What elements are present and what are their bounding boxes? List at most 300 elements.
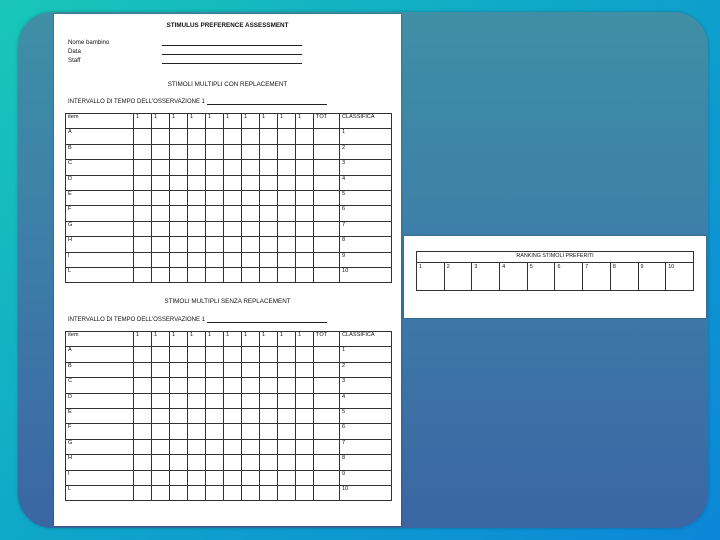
score-cell[interactable] (170, 221, 188, 236)
score-cell[interactable] (188, 455, 206, 470)
score-cell[interactable] (242, 378, 260, 393)
score-cell[interactable] (314, 221, 340, 236)
score-cell[interactable] (296, 470, 314, 485)
score-cell[interactable] (296, 237, 314, 252)
item-cell: H (66, 237, 134, 252)
score-cell[interactable] (170, 160, 188, 175)
score-cell[interactable] (152, 485, 170, 500)
column-header: 1 (260, 332, 278, 347)
score-cell[interactable] (134, 362, 152, 377)
score-cell[interactable] (278, 252, 296, 267)
score-cell[interactable] (296, 206, 314, 221)
score-cell[interactable] (206, 470, 224, 485)
score-cell[interactable] (206, 408, 224, 423)
score-cell[interactable] (134, 221, 152, 236)
score-cell[interactable] (206, 206, 224, 221)
score-cell[interactable] (170, 455, 188, 470)
column-header: 1 (152, 332, 170, 347)
score-cell[interactable] (188, 267, 206, 282)
ranking-position-cell[interactable]: 4 (500, 263, 528, 291)
score-cell[interactable] (206, 175, 224, 190)
score-cell[interactable] (170, 485, 188, 500)
score-cell[interactable] (242, 424, 260, 439)
ranking-position-cell[interactable]: 2 (444, 263, 472, 291)
score-cell[interactable] (314, 455, 340, 470)
score-cell[interactable] (152, 439, 170, 454)
score-cell[interactable] (170, 237, 188, 252)
column-header: item (66, 114, 134, 129)
item-cell: L (66, 485, 134, 500)
item-cell: L (66, 267, 134, 282)
score-cell[interactable] (314, 408, 340, 423)
score-cell[interactable] (224, 408, 242, 423)
table-row (66, 175, 392, 190)
score-cell[interactable] (170, 252, 188, 267)
column-header: 1 (170, 114, 188, 129)
score-cell[interactable] (242, 237, 260, 252)
column-header: 1 (224, 332, 242, 347)
score-cell[interactable] (152, 206, 170, 221)
score-cell[interactable] (296, 393, 314, 408)
score-cell[interactable] (188, 347, 206, 362)
score-cell[interactable] (314, 267, 340, 282)
score-cell[interactable] (224, 470, 242, 485)
score-cell[interactable] (278, 470, 296, 485)
score-cell[interactable] (260, 347, 278, 362)
score-cell[interactable] (134, 237, 152, 252)
item-cell: B (66, 144, 134, 159)
table-row (66, 439, 392, 454)
score-cell[interactable] (260, 267, 278, 282)
score-cell[interactable] (278, 237, 296, 252)
score-cell[interactable] (134, 378, 152, 393)
rank-cell: 10 (340, 485, 392, 500)
score-cell[interactable] (224, 206, 242, 221)
score-cell[interactable] (206, 129, 224, 144)
score-cell[interactable] (260, 424, 278, 439)
score-cell[interactable] (134, 144, 152, 159)
rank-cell: 2 (340, 144, 392, 159)
score-cell[interactable] (278, 160, 296, 175)
score-cell[interactable] (152, 455, 170, 470)
ranking-position-cell[interactable]: 9 (638, 263, 666, 291)
score-cell[interactable] (170, 439, 188, 454)
ranking-position-cell[interactable]: 1 (417, 263, 445, 291)
rank-cell: 1 (340, 347, 392, 362)
score-cell[interactable] (242, 267, 260, 282)
column-header: 1 (260, 114, 278, 129)
score-cell[interactable] (188, 237, 206, 252)
score-cell[interactable] (188, 439, 206, 454)
score-cell[interactable] (206, 439, 224, 454)
sheet-title: STIMULUS PREFERENCE ASSESSMENT (166, 22, 289, 29)
score-cell[interactable] (224, 424, 242, 439)
score-cell[interactable] (224, 485, 242, 500)
score-cell[interactable] (296, 439, 314, 454)
score-cell[interactable] (224, 439, 242, 454)
score-cell[interactable] (170, 129, 188, 144)
score-cell[interactable] (224, 190, 242, 205)
rank-cell: 3 (340, 160, 392, 175)
score-cell[interactable] (206, 267, 224, 282)
rank-cell: 8 (340, 237, 392, 252)
score-cell[interactable] (152, 378, 170, 393)
score-cell[interactable] (296, 267, 314, 282)
score-cell[interactable] (152, 470, 170, 485)
score-cell[interactable] (242, 160, 260, 175)
item-cell: I (66, 252, 134, 267)
score-cell[interactable] (242, 175, 260, 190)
score-cell[interactable] (188, 206, 206, 221)
item-cell: H (66, 455, 134, 470)
score-cell[interactable] (206, 424, 224, 439)
score-cell[interactable] (296, 347, 314, 362)
rank-cell: 5 (340, 190, 392, 205)
score-cell[interactable] (296, 175, 314, 190)
score-cell[interactable] (134, 455, 152, 470)
ranking-position-cell[interactable]: 10 (666, 263, 694, 291)
ranking-title: RANKING STIMOLI PREFERITI (417, 252, 694, 263)
score-cell[interactable] (314, 393, 340, 408)
ranking-position-cell[interactable]: 5 (527, 263, 555, 291)
score-cell[interactable] (260, 485, 278, 500)
score-cell[interactable] (296, 221, 314, 236)
score-cell[interactable] (242, 439, 260, 454)
score-cell[interactable] (152, 175, 170, 190)
score-cell[interactable] (188, 393, 206, 408)
score-cell[interactable] (188, 470, 206, 485)
rank-cell: 4 (340, 393, 392, 408)
table-row (66, 362, 392, 377)
score-cell[interactable] (170, 362, 188, 377)
rank-cell: 9 (340, 470, 392, 485)
score-cell[interactable] (170, 267, 188, 282)
score-cell[interactable] (242, 252, 260, 267)
score-cell[interactable] (224, 455, 242, 470)
score-cell[interactable] (224, 378, 242, 393)
score-cell[interactable] (134, 160, 152, 175)
table-row (66, 237, 392, 252)
score-cell[interactable] (152, 221, 170, 236)
score-cell[interactable] (170, 144, 188, 159)
score-cell[interactable] (260, 190, 278, 205)
score-cell[interactable] (278, 347, 296, 362)
score-cell[interactable] (260, 455, 278, 470)
table-row (66, 129, 392, 144)
interval-line (207, 98, 327, 105)
score-cell[interactable] (134, 470, 152, 485)
item-cell: A (66, 347, 134, 362)
table-row (66, 424, 392, 439)
column-header: 1 (170, 332, 188, 347)
score-cell[interactable] (188, 190, 206, 205)
score-cell[interactable] (188, 378, 206, 393)
score-cell[interactable] (170, 206, 188, 221)
score-cell[interactable] (188, 485, 206, 500)
score-cell[interactable] (260, 206, 278, 221)
score-cell[interactable] (242, 190, 260, 205)
ranking-position-cell[interactable]: 6 (555, 263, 583, 291)
table-row (66, 206, 392, 221)
without-replacement-table (65, 331, 392, 501)
score-cell[interactable] (314, 470, 340, 485)
score-cell[interactable] (152, 362, 170, 377)
interval-line (207, 316, 327, 323)
score-cell[interactable] (278, 455, 296, 470)
score-cell[interactable] (206, 347, 224, 362)
table-header-row (66, 332, 392, 347)
score-cell[interactable] (242, 393, 260, 408)
score-cell[interactable] (206, 221, 224, 236)
score-cell[interactable] (206, 393, 224, 408)
ranking-position-cell[interactable]: 8 (610, 263, 638, 291)
score-cell[interactable] (152, 237, 170, 252)
rank-cell: 1 (340, 129, 392, 144)
score-cell[interactable] (296, 144, 314, 159)
table-row (66, 252, 392, 267)
item-cell: D (66, 393, 134, 408)
score-cell[interactable] (278, 424, 296, 439)
score-cell[interactable] (134, 267, 152, 282)
score-cell[interactable] (224, 175, 242, 190)
score-cell[interactable] (170, 347, 188, 362)
score-cell[interactable] (188, 175, 206, 190)
score-cell[interactable] (260, 470, 278, 485)
score-cell[interactable] (134, 206, 152, 221)
score-cell[interactable] (278, 267, 296, 282)
score-cell[interactable] (134, 485, 152, 500)
score-cell[interactable] (170, 175, 188, 190)
field-line (162, 38, 302, 46)
score-cell[interactable] (206, 362, 224, 377)
ranking-table (416, 251, 694, 291)
score-cell[interactable] (152, 144, 170, 159)
score-cell[interactable] (206, 237, 224, 252)
score-cell[interactable] (134, 439, 152, 454)
score-cell[interactable] (224, 267, 242, 282)
score-cell[interactable] (296, 424, 314, 439)
score-cell[interactable] (170, 408, 188, 423)
score-cell[interactable] (152, 252, 170, 267)
score-cell[interactable] (224, 129, 242, 144)
score-cell[interactable] (314, 175, 340, 190)
score-cell[interactable] (188, 144, 206, 159)
column-header: 1 (152, 114, 170, 129)
score-cell[interactable] (278, 144, 296, 159)
score-cell[interactable] (278, 378, 296, 393)
score-cell[interactable] (134, 190, 152, 205)
score-cell[interactable] (242, 221, 260, 236)
field-row-date (68, 47, 302, 56)
score-cell[interactable] (278, 408, 296, 423)
score-cell[interactable] (188, 362, 206, 377)
score-cell[interactable] (188, 252, 206, 267)
score-cell[interactable] (296, 378, 314, 393)
score-cell[interactable] (260, 160, 278, 175)
score-cell[interactable] (278, 175, 296, 190)
score-cell[interactable] (188, 221, 206, 236)
column-header: 1 (206, 332, 224, 347)
score-cell[interactable] (170, 470, 188, 485)
score-cell[interactable] (134, 129, 152, 144)
column-header: 1 (206, 114, 224, 129)
column-header: item (66, 332, 134, 347)
column-header: 1 (134, 114, 152, 129)
score-cell[interactable] (314, 160, 340, 175)
score-cell[interactable] (224, 144, 242, 159)
score-cell[interactable] (314, 378, 340, 393)
score-cell[interactable] (278, 393, 296, 408)
score-cell[interactable] (206, 252, 224, 267)
score-cell[interactable] (314, 362, 340, 377)
score-cell[interactable] (188, 160, 206, 175)
score-cell[interactable] (278, 206, 296, 221)
score-cell[interactable] (152, 408, 170, 423)
item-cell: C (66, 160, 134, 175)
score-cell[interactable] (260, 129, 278, 144)
score-cell[interactable] (152, 347, 170, 362)
column-header: 1 (278, 332, 296, 347)
score-cell[interactable] (152, 267, 170, 282)
item-cell: F (66, 424, 134, 439)
score-cell[interactable] (170, 378, 188, 393)
score-cell[interactable] (296, 362, 314, 377)
score-cell[interactable] (134, 424, 152, 439)
score-cell[interactable] (134, 408, 152, 423)
score-cell[interactable] (314, 237, 340, 252)
score-cell[interactable] (296, 190, 314, 205)
score-cell[interactable] (314, 347, 340, 362)
rank-cell: 10 (340, 267, 392, 282)
score-cell[interactable] (242, 408, 260, 423)
score-cell[interactable] (188, 129, 206, 144)
score-cell[interactable] (206, 485, 224, 500)
section-title-without-replacement: STIMOLI MULTIPLI SENZA REPLACEMENT (164, 298, 291, 305)
score-cell[interactable] (152, 190, 170, 205)
score-cell[interactable] (134, 175, 152, 190)
score-cell[interactable] (314, 424, 340, 439)
score-cell[interactable] (134, 252, 152, 267)
table-row (66, 267, 392, 282)
column-header: 1 (278, 114, 296, 129)
score-cell[interactable] (278, 221, 296, 236)
rank-cell: 6 (340, 206, 392, 221)
score-cell[interactable] (170, 424, 188, 439)
score-cell[interactable] (260, 237, 278, 252)
score-cell[interactable] (242, 129, 260, 144)
rank-cell: 7 (340, 439, 392, 454)
score-cell[interactable] (242, 485, 260, 500)
ranking-title-row (417, 252, 694, 263)
score-cell[interactable] (242, 347, 260, 362)
score-cell[interactable] (260, 408, 278, 423)
interval-label (68, 98, 327, 105)
score-cell[interactable] (296, 485, 314, 500)
score-cell[interactable] (224, 160, 242, 175)
score-cell[interactable] (314, 129, 340, 144)
score-cell[interactable] (152, 393, 170, 408)
score-cell[interactable] (260, 144, 278, 159)
table-row (66, 144, 392, 159)
score-cell[interactable] (278, 485, 296, 500)
score-cell[interactable] (314, 206, 340, 221)
score-cell[interactable] (260, 221, 278, 236)
score-cell[interactable] (296, 129, 314, 144)
score-cell[interactable] (242, 455, 260, 470)
score-cell[interactable] (206, 378, 224, 393)
score-cell[interactable] (278, 439, 296, 454)
score-cell[interactable] (260, 362, 278, 377)
score-cell[interactable] (314, 485, 340, 500)
score-cell[interactable] (314, 439, 340, 454)
score-cell[interactable] (206, 455, 224, 470)
interval-text: INTERVALLO DI TEMPO DELL'OSSERVAZIONE 1 (68, 317, 205, 323)
score-cell[interactable] (314, 190, 340, 205)
score-cell[interactable] (206, 160, 224, 175)
score-cell[interactable] (242, 362, 260, 377)
score-cell[interactable] (242, 206, 260, 221)
score-cell[interactable] (278, 129, 296, 144)
table-row (66, 160, 392, 175)
score-cell[interactable] (206, 190, 224, 205)
column-header: 1 (242, 114, 260, 129)
score-cell[interactable] (260, 393, 278, 408)
score-cell[interactable] (260, 439, 278, 454)
score-cell[interactable] (188, 408, 206, 423)
rank-cell: 9 (340, 252, 392, 267)
score-cell[interactable] (206, 144, 224, 159)
score-cell[interactable] (296, 252, 314, 267)
score-cell[interactable] (224, 393, 242, 408)
score-cell[interactable] (134, 347, 152, 362)
score-cell[interactable] (152, 129, 170, 144)
score-cell[interactable] (134, 393, 152, 408)
score-cell[interactable] (296, 408, 314, 423)
score-cell[interactable] (242, 144, 260, 159)
ranking-position-cell[interactable]: 3 (472, 263, 500, 291)
score-cell[interactable] (188, 424, 206, 439)
table-row (66, 347, 392, 362)
column-header: 1 (242, 332, 260, 347)
score-cell[interactable] (314, 144, 340, 159)
score-cell[interactable] (224, 252, 242, 267)
score-cell[interactable] (170, 190, 188, 205)
ranking-positions-row (417, 263, 694, 291)
score-cell[interactable] (260, 252, 278, 267)
item-cell: G (66, 221, 134, 236)
score-cell[interactable] (296, 160, 314, 175)
score-cell[interactable] (224, 237, 242, 252)
score-cell[interactable] (278, 190, 296, 205)
score-cell[interactable] (242, 470, 260, 485)
score-cell[interactable] (152, 160, 170, 175)
score-cell[interactable] (296, 455, 314, 470)
score-cell[interactable] (260, 175, 278, 190)
score-cell[interactable] (224, 347, 242, 362)
rank-cell: 4 (340, 175, 392, 190)
field-row-staff (68, 56, 302, 65)
score-cell[interactable] (224, 221, 242, 236)
score-cell[interactable] (260, 378, 278, 393)
score-cell[interactable] (224, 362, 242, 377)
field-label: Data (68, 48, 81, 55)
item-cell: B (66, 362, 134, 377)
score-cell[interactable] (278, 362, 296, 377)
score-cell[interactable] (314, 252, 340, 267)
score-cell[interactable] (152, 424, 170, 439)
ranking-position-cell[interactable]: 7 (583, 263, 611, 291)
score-cell[interactable] (170, 393, 188, 408)
